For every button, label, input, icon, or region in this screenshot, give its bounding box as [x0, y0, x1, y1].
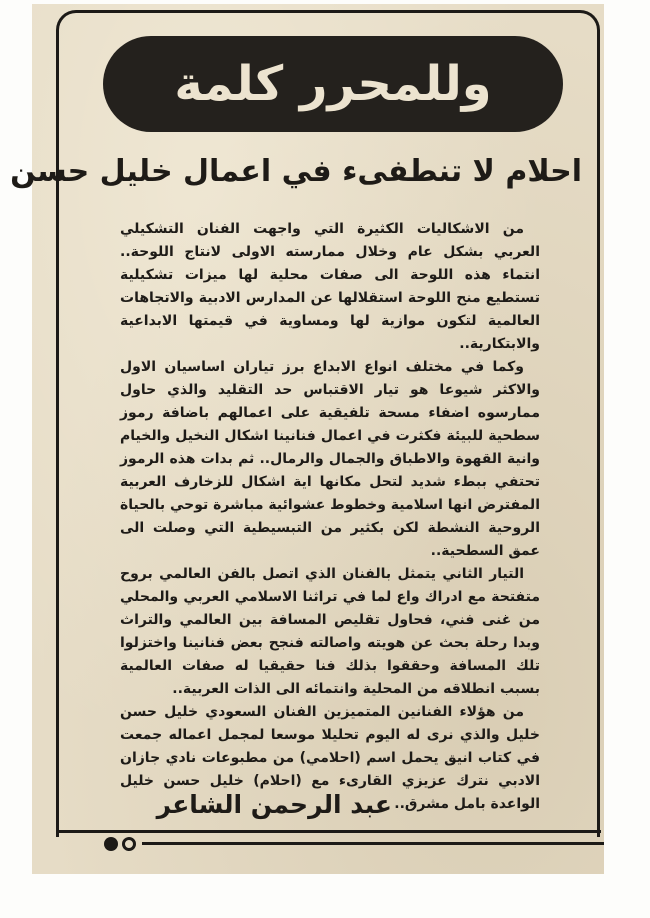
- article-headline: احلام لا تنطفىء في اعمال خليل حسن: [10, 154, 582, 189]
- article-paragraph-1: من الاشكاليات الكثيرة التي واجهت الفنان التشكيلي العربي بشكل عام وخلال ممارسته الاولى لانتاج اللوحة.. انتماء هذه اللوحة الى صفات محلية لها ميزات تشكيلية تستطيع منح اللوحة استقلالها عن المدارس الادبية والاتجاهات العالمية لتكون موازية لها ومساوية في قيمتها الابداعية والابتكارية..: [120, 221, 540, 352]
- article-paragraph-4: من هؤلاء الفنانين المتميزين الفنان السعودي خليل حسن خليل والذي نرى له اليوم تحليلا موسعا لمجمل اعماله جمعت في كتاب انيق يحمل اسم (احلامي) من مطبوعات نادي جازان الادبي نترك عزيزي القارىء مع (احلام) خليل حسن خليل الواعدة بامل مشرق..: [120, 704, 540, 812]
- ornament-dot-ring: [122, 837, 136, 851]
- ornament-dot-filled: [104, 837, 118, 851]
- article-paragraph-3: التيار الثاني يتمثل بالفنان الذي اتصل بالفن العالمي بروح متفتحة مع ادراك واع لما في تراثنا الاسلامي العربي والمحلي من غنى فني، فحاول تقليص المسافة بين العالمي والتراث وبدا رحلة بحث عن هويته واصالته فنجح بعض فنانينا واختزلوا تلك المسافة وحققوا بذلك فنا حقيقيا له صفات العالمية بسبب انطلاقه من المحلية وانتمائه الى الذات العربية..: [120, 566, 540, 697]
- article-body: [120, 218, 540, 816]
- frame-bottom-rule: [56, 830, 601, 833]
- column-banner: [103, 36, 563, 132]
- newspaper-clipping: [10, 4, 604, 874]
- article-paragraph-2: وكما في مختلف انواع الابداع برز تياران اساسيان الاول والاكثر شيوعا هو تيار الاقتباس حد التقليد والذي حاول ممارسوه اضفاء مسحة تلفيقية على اعمالهم باضافة رموز سطحية للبيئة فكثرت في اعمال فنانينا اشكال النخيل والخيام وانية القهوة والاطباق والجمال والرمال.. ثم بدات هذه الرموز تحتفي ببطء شديد لتحل مكانها اية اشكال للزخارف العربية المفترض انها اسلامية وخطوط عشوائية مباشرة توحي بالحياة الروحية النشطة لكن بكثير من التبسيطية التي وصلت الى عمق السطحية..: [120, 359, 540, 559]
- banner-title: وللمحرر كلمة: [174, 56, 492, 112]
- frame-bottom-rule-lower: [142, 842, 604, 845]
- author-byline: عبد الرحمن الشاعر: [156, 790, 392, 819]
